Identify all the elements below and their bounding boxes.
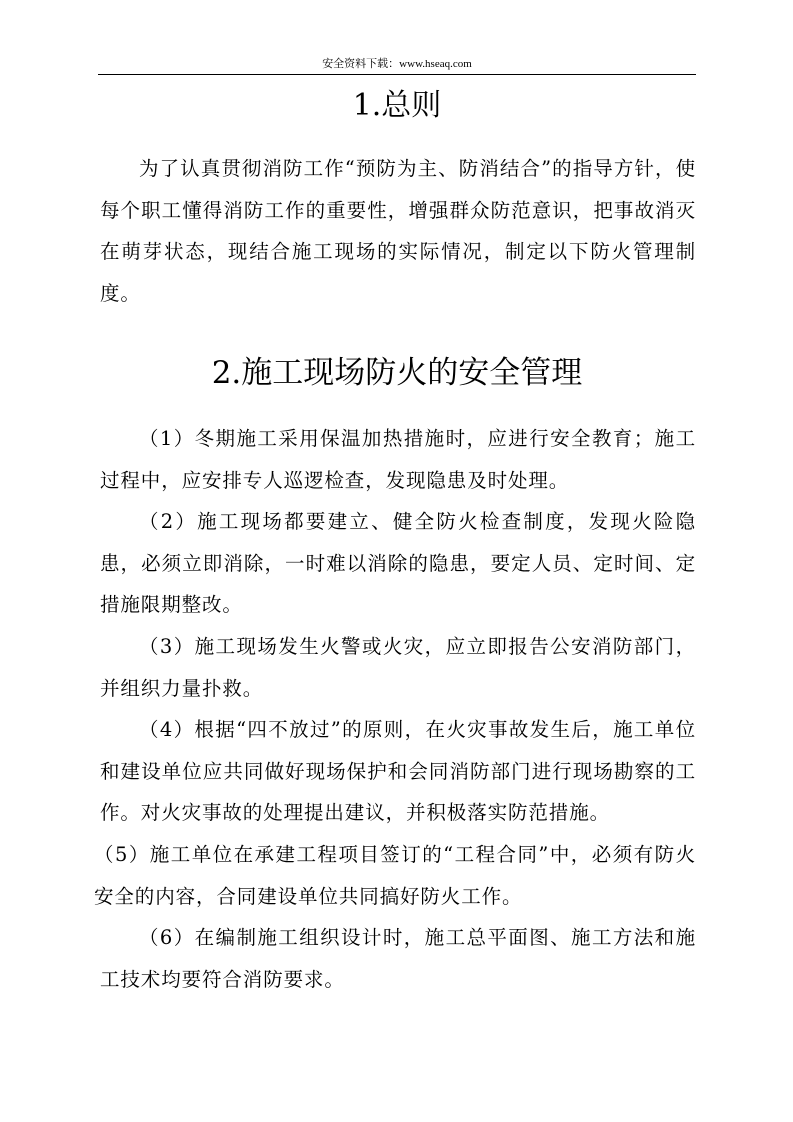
section-2-item-1: （1）冬期施工采用保温加热措施时，应进行安全教育；施工过程中，应安排专人巡逻检查，发现隐患及时处理。: [100, 427, 696, 492]
section-2-body: [94, 418, 696, 1000]
page-header: 安全资料下载：www.hseaq.com: [98, 56, 696, 75]
section-1-paragraph-1: 为了认真贯彻消防工作“预防为主、防消结合”的指导方针，使每个职工懂得消防工作的重要性，增强群众防范意识，把事故消灭在萌芽状态，现结合施工现场的实际情况，制定以下防火管理制度。: [100, 157, 696, 305]
section-2-item-2: （2）施工现场都要建立、健全防火检查制度，发现火险隐患，必须立即消除，一时难以消除的隐患，要定人员、定时间、定措施限期整改。: [100, 510, 696, 617]
section-2-item-3: （3）施工现场发生火警或火灾，应立即报告公安消防部门，并组织力量扑救。: [100, 634, 696, 700]
section-2-item-5: （5）施工单位在承建工程项目签订的“工程合同”中，必须有防火安全的内容，合同建设单位共同搞好防火工作。: [94, 842, 696, 908]
section-1-body: [100, 148, 696, 314]
section-2-title: 2.施工现场防火的安全管理: [211, 355, 583, 391]
section-2-item-6: （6）在编制施工组织设计时，施工总平面图、施工方法和施工技术均要符合消防要求。: [100, 926, 696, 991]
section-2-item-4: （4）根据“四不放过”的原则，在火灾事故发生后，施工单位和建设单位应共同做好现场保护和会同消防部门进行现场勘察的工作。对火灾事故的处理提出建议，并积极落实防范措施。: [100, 718, 696, 825]
section-1-title: 1.总则: [352, 88, 442, 123]
